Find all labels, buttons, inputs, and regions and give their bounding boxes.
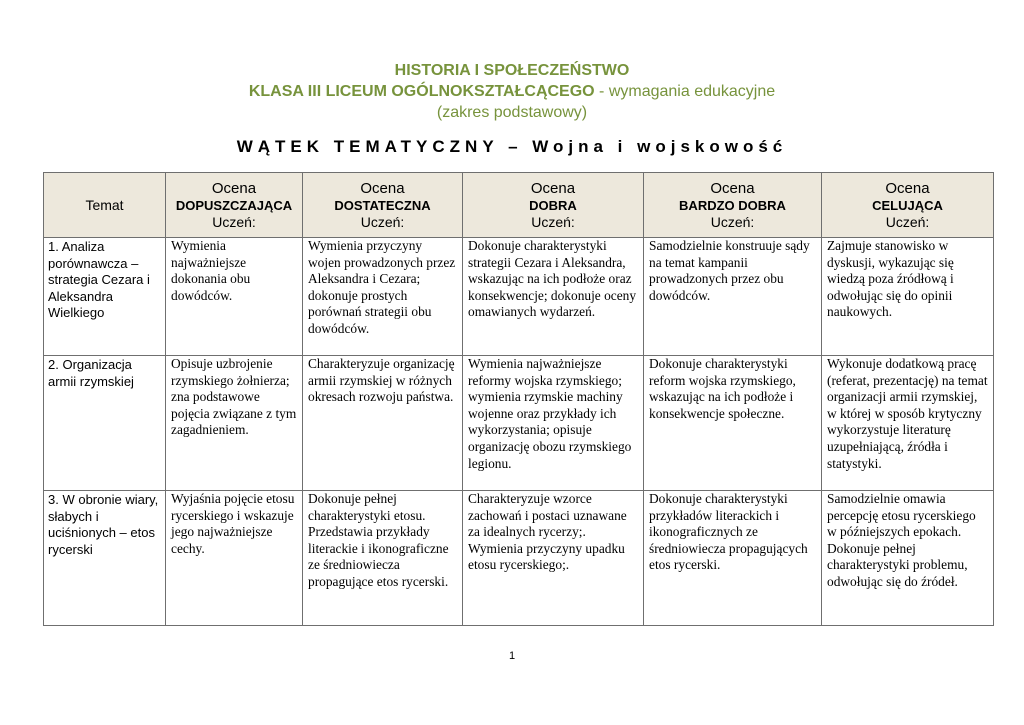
grade-header-5: Ocena CELUJĄCA Uczeń: bbox=[822, 173, 994, 238]
requirement-cell: Samodzielnie omawia percepcję etosu rycerskiego w późniejszych epokach. Dokonuje pełnej charakterystyki problemu, odwołując się do źródeł. bbox=[822, 491, 994, 626]
table-header-row bbox=[44, 173, 994, 238]
grade-header-1: Ocena DOPUSZCZAJĄCA Uczeń: bbox=[166, 173, 303, 238]
table-row bbox=[44, 238, 994, 356]
topic-cell: 2. Organizacja armii rzymskiej bbox=[44, 356, 166, 491]
requirement-cell: Zajmuje stanowisko w dyskusji, wykazując się wiedzą poza źródłową i odwołując się do opinii naukowych. bbox=[822, 238, 994, 356]
requirement-cell: Opisuje uzbrojenie rzymskiego żołnierza; zna podstawowe pojęcia związane z tym zagadnieniem. bbox=[166, 356, 303, 491]
topic-cell: 1. Analiza porównawcza – strategia Cezara i Aleksandra Wielkiego bbox=[44, 238, 166, 356]
requirement-cell: Charakteryzuje organizację armii rzymskiej w różnych okresach rozwoju państwa. bbox=[303, 356, 463, 491]
topic-cell: 3. W obronie wiary, słabych i uciśnionych – etos rycerski bbox=[44, 491, 166, 626]
requirement-cell: Charakteryzuje wzorce zachowań i postaci uznawane za idealnych rycerzy;. Wymienia przyczyny upadku etosu rycerskiego;. bbox=[463, 491, 644, 626]
document-header bbox=[0, 60, 1024, 123]
subject-title: HISTORIA I SPOŁECZEŃSTWO bbox=[394, 62, 630, 79]
table-row bbox=[44, 491, 994, 626]
page-number: 1 bbox=[508, 650, 516, 662]
requirement-cell: Wymienia najważniejsze dokonania obu dowódców. bbox=[166, 238, 303, 356]
thematic-thread-title: WĄTEK TEMATYCZNY – Wojna i wojskowość bbox=[236, 137, 788, 156]
requirement-cell: Wymienia najważniejsze reformy wojska rzymskiego; wymienia rzymskie machiny wojenne oraz przykłady ich wykorzystania; opisuje organizację obozu rzymskiego legionu. bbox=[463, 356, 644, 491]
table-row bbox=[44, 356, 994, 491]
requirement-cell: Wymienia przyczyny wojen prowadzonych przez Aleksandra i Cezara; dokonuje prostych porównań strategii obu dowódców. bbox=[303, 238, 463, 356]
requirement-cell: Dokonuje pełnej charakterystyki etosu. Przedstawia przykłady literackie i ikonograficzne ze średniowiecza propagujące etos rycerski. bbox=[303, 491, 463, 626]
requirement-cell: Dokonuje charakterystyki strategii Cezara i Aleksandra, wskazując na ich podłoże oraz konsekwencje; dokonuje oceny omawianych wydarzeń. bbox=[463, 238, 644, 356]
requirement-cell: Wykonuje dodatkową pracę (referat, prezentację) na temat organizacji armii rzymskiej, w której w sposób krytyczny wykorzystuje literaturę uzupełniającą, źródła i statystyki. bbox=[822, 356, 994, 491]
requirement-cell: Dokonuje charakterystyki reform wojska rzymskiego, wskazując na ich podłoże i konsekwencje społeczne. bbox=[644, 356, 822, 491]
requirement-cell: Dokonuje charakterystyki przykładów literackich i ikonograficznych ze średniowiecza propagujących etos rycerski. bbox=[644, 491, 822, 626]
requirements-table bbox=[43, 172, 994, 626]
scope-subtitle: (zakres podstawowy) bbox=[436, 104, 588, 121]
requirement-cell: Samodzielnie konstruuje sądy na temat kampanii prowadzonych przez obu dowódców. bbox=[644, 238, 822, 356]
grade-header-4: Ocena BARDZO DOBRA Uczeń: bbox=[644, 173, 822, 238]
class-title: KLASA III LICEUM OGÓLNOKSZTAŁCĄCEGO - wymagania edukacyjne bbox=[248, 83, 776, 100]
grade-header-2: Ocena DOSTATECZNA Uczeń: bbox=[303, 173, 463, 238]
grade-header-3: Ocena DOBRA Uczeń: bbox=[463, 173, 644, 238]
requirement-cell: Wyjaśnia pojęcie etosu rycerskiego i wskazuje jego najważniejsze cechy. bbox=[166, 491, 303, 626]
topic-column-header: Temat bbox=[44, 173, 166, 238]
